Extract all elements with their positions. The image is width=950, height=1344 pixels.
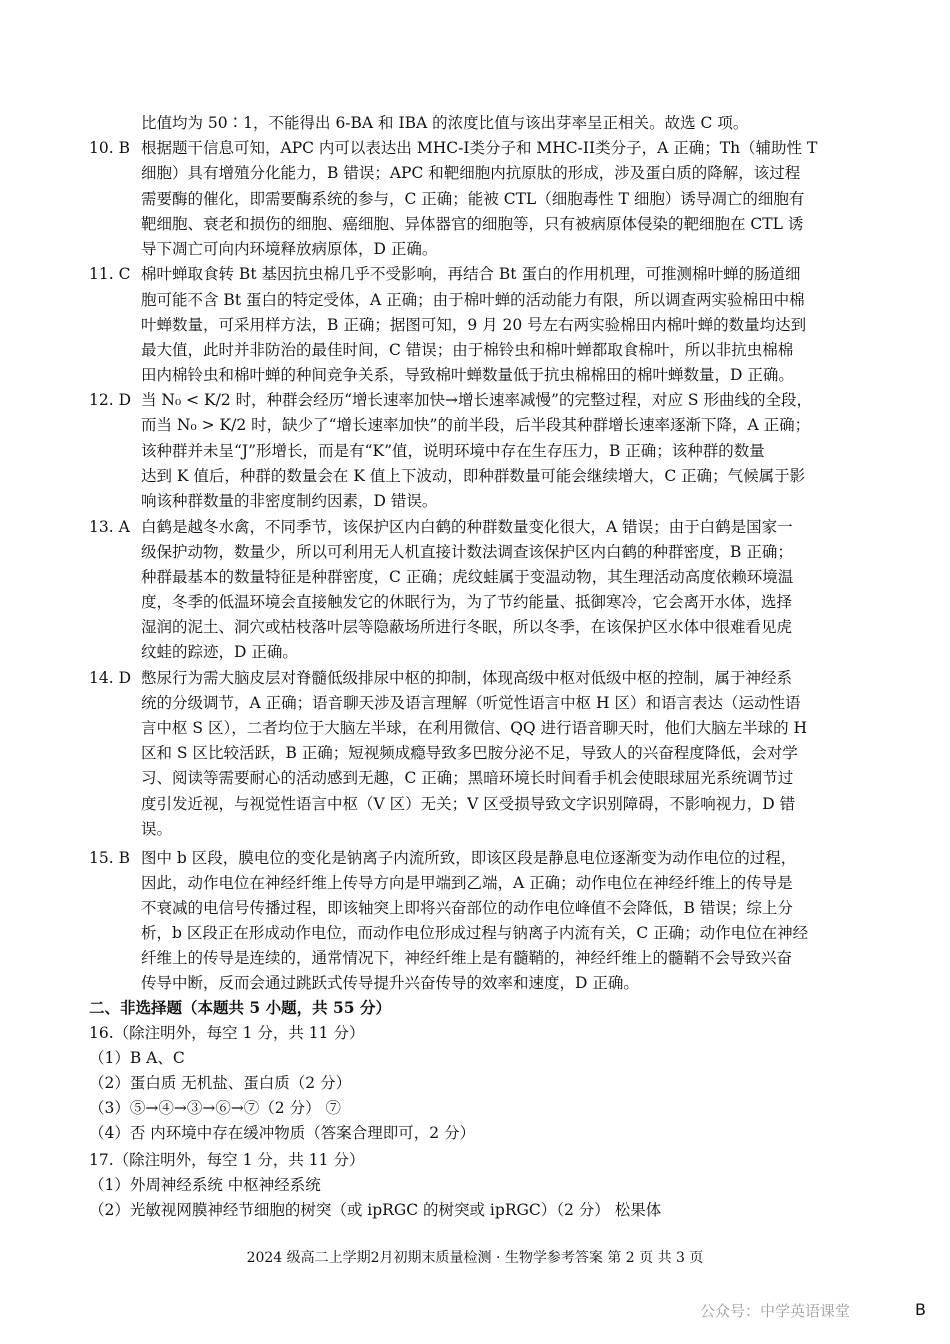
q10-line: 靶细胞、衰老和损伤的细胞、癌细胞、异体器官的细胞等，只有被病原体侵染的靶细胞在 CTL 诱 xyxy=(141,215,804,233)
q15-line: 纤维上的传导是连续的，通常情况下，神经纤维上是有髓鞘的，神经纤维上的髓鞘不会导致兴奋 xyxy=(141,949,793,967)
q17-heading: 17.（除注明外，每空 1 分，共 11 分） xyxy=(89,1151,365,1169)
q12-line: 当 N₀ < K/2 时，种群会经历“增长速率加快→增长速率减慢”的完整过程，对应 S 形曲线的全段， xyxy=(141,391,812,409)
q12-label: 12. D xyxy=(89,391,132,409)
q14-label: 14. D xyxy=(89,669,132,687)
q11-line: 胞可能不含 Bt 蛋白的特定受体，A 正确；由于棉叶蝉的活动能力有限，所以调查两实验棉田中棉 xyxy=(141,291,805,309)
q16-answer: （3）⑤→④→③→⑥→⑦（2 分） ⑦ xyxy=(89,1099,342,1117)
q15-line: 不衰减的电信号传播过程，即该轴突上即将兴奋部位的动作电位峰值不会降低，B 错误；综上分 xyxy=(141,899,793,917)
q14-line: 憋尿行为需大脑皮层对脊髓低级排尿中枢的抑制，体现高级中枢对低级中枢的控制，属于神经系 xyxy=(141,669,793,687)
q14-line: 度引发近视，与视觉性语言中枢（V 区）无关；V 区受损导致文字识别障碍，不影响视力，D 错 xyxy=(141,795,796,813)
page-footer: 2024 级高二上学期2月初期末质量检测 · 生物学参考答案 第 2 页 共 3 页 xyxy=(246,1250,704,1266)
q13-line: 湿润的泥土、洞穴或枯枝落叶层等隐蔽场所进行冬眠，所以冬季，在该保护区水体中很难看见虎 xyxy=(141,618,793,636)
q11-line: 叶蝉数量，可采用样方法，B 正确；据图可知，9 月 20 号左右两实验棉田内棉叶蝉的数量均达到 xyxy=(141,316,807,334)
q10-line: 导下凋亡可向内环境释放病原体，D 正确。 xyxy=(141,240,438,258)
q12-line: 达到 K 值后，种群的数量会在 K 值上下波动，即种群数量可能会继续增大，C 正确；气候属于影 xyxy=(141,467,806,485)
q17-answer: （1）外周神经系统 中枢神经系统 xyxy=(89,1176,321,1194)
q15-line: 图中 b 区段，膜电位的变化是钠离子内流所致，即该区段是静息电位逐渐变为动作电位的过程， xyxy=(141,849,797,867)
q15-line: 因此，动作电位在神经纤维上传导方向是甲端到乙端，A 正确；动作电位在神经纤维上的传导是 xyxy=(141,874,793,892)
q10-label: 10. B xyxy=(89,139,130,157)
q16-answer: （1）B A、C xyxy=(89,1049,185,1067)
q13-line: 纹蛙的踪迹，D 正确。 xyxy=(141,643,298,661)
q13-line: 种群最基本的数量特征是种群密度，C 正确；虎纹蛙属于变温动物，其生理活动高度依赖环境温 xyxy=(141,568,794,586)
q12-line: 该种群并未呈“J”形增长，而是有“K”值，说明环境中存在生存压力，B 正确；该种群的数量 xyxy=(141,442,765,460)
q14-line: 区和 S 区比较活跃，B 正确；短视频成瘾导致多巴胺分泌不足，导致人的兴奋程度降低，会对学 xyxy=(141,744,798,762)
q11-line: 最大值，此时并非防治的最佳时间，C 错误；由于棉铃虫和棉叶蝉都取食棉叶，所以非抗虫棉棉 xyxy=(141,341,794,359)
q11-line: 田内棉铃虫和棉叶蝉的种间竞争关系，导致棉叶蝉数量低于抗虫棉棉田的棉叶蝉数量，D 正确。 xyxy=(141,366,794,384)
q9-tail-text: 比值均为 50∶1，不能得出 6-BA 和 IBA 的浓度比值与该出芽率呈正相关。故选 C 项。 xyxy=(141,114,749,132)
watermark-text: 公众号：中学英语课堂 xyxy=(700,1302,851,1320)
q15-label: 15. B xyxy=(89,849,130,867)
q13-line: 白鹤是越冬水禽，不同季节，该保护区内白鹤的种群数量变化很大，A 错误；由于白鹤是国家一 xyxy=(141,518,793,536)
section-heading: 二、非选择题（本题共 5 小题，共 55 分） xyxy=(89,998,391,1017)
q17-answer: （2）光敏视网膜神经节细胞的树突（或 ipRGC 的树突或 ipRGC）（2 分） 松果体 xyxy=(89,1201,662,1219)
q14-line: 言中枢 S 区），二者均位于大脑左半球，在利用微信、QQ 进行语音聊天时，他们大脑左半球的 H xyxy=(141,719,808,737)
q10-line: 需要酶的催化，即需要酶系统的参与，C 正确；能被 CTL（细胞毒性 T 细胞）诱导凋亡的细胞有 xyxy=(141,190,805,208)
q15-line: 析，b 区段正在形成动作电位，而动作电位形成过程与钠离子内流有关，C 正确；动作电位在神经 xyxy=(141,924,809,942)
q14-line: 统的分级调节，A 正确；语音聊天涉及语言理解（听觉性语言中枢 H 区）和语言表达（运动性语 xyxy=(141,694,801,712)
q11-label: 11. C xyxy=(89,265,131,283)
q16-heading: 16.（除注明外，每空 1 分，共 11 分） xyxy=(89,1024,365,1042)
q16-answer: （2）蛋白质 无机盐、蛋白质（2 分） xyxy=(89,1074,352,1092)
q14-line: 习、阅读等需要耐心的活动感到无趣，C 正确；黑暗环境长时间看手机会使眼球屈光系统调节过 xyxy=(141,769,794,787)
q13-label: 13. A xyxy=(89,518,130,536)
q10-line: 细胞）具有增殖分化能力，B 错误；APC 和靶细胞内抗原肽的形成，涉及蛋白质的降解，该过程 xyxy=(141,164,801,182)
q15-line: 传导中断，反而会通过跳跃式传导提升兴奋传导的效率和速度，D 正确。 xyxy=(141,974,639,992)
q12-line: 响该种群数量的非密度制约因素，D 错误。 xyxy=(141,492,438,510)
q16-answer: （4）否 内环境中存在缓冲物质（答案合理即可，2 分） xyxy=(89,1124,476,1142)
q12-line: 而当 N₀ > K/2 时，缺少了“增长速率加快”的前半段，后半段其种群增长速率逐渐下降，A 正确； xyxy=(141,416,811,434)
watermark-letter: B xyxy=(915,1300,926,1319)
q13-line: 级保护动物，数量少，所以可利用无人机直接计数法调查该保护区内白鹤的种群密度，B 正确； xyxy=(141,543,793,561)
q14-line: 误。 xyxy=(141,820,173,838)
q13-line: 度，冬季的低温环境会直接触发它的休眠行为，为了节约能量、抵御寒冷，它会离开水体，选择 xyxy=(141,593,793,611)
q11-line: 棉叶蝉取食转 Bt 基因抗虫棉几乎不受影响，再结合 Bt 蛋白的作用机理，可推测棉叶蝉的肠道细 xyxy=(141,265,801,283)
q10-line: 根据题干信息可知，APC 内可以表达出 MHC-I类分子和 MHC-II类分子，A 正确；Th（辅助性 T xyxy=(141,139,818,157)
